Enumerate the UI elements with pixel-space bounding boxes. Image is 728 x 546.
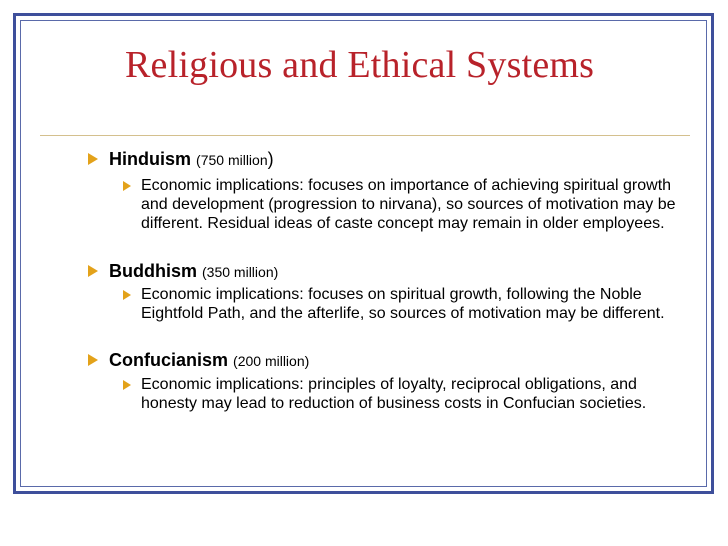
item-description: Economic implications: focuses on spiritual growth, following the Noble Eightfold Path, and the afterlife, so sources of motivation may be different. xyxy=(141,286,665,322)
item-name: Buddhism xyxy=(109,261,197,281)
item-description: Economic implications: focuses on importance of achieving spiritual growth and development (progression to nirvana), so sources of motivation may be different. Residual ideas of caste concept may remain in older employees. xyxy=(141,177,676,232)
title-divider xyxy=(40,135,690,136)
slide-frame-inner xyxy=(20,20,707,487)
sub-bullet-arrow-icon xyxy=(123,181,131,191)
item-name: Confucianism xyxy=(109,350,229,370)
item-count: (750 million xyxy=(196,152,268,168)
item-description: Economic implications: principles of loyalty, reciprocal obligations, and honesty may lead to reduction of business costs in Confucian societies. xyxy=(141,376,647,412)
item-count: (350 million) xyxy=(202,264,279,280)
bullet-arrow-icon xyxy=(88,354,98,366)
item-name: Hinduism xyxy=(109,149,192,169)
item-count: (200 million) xyxy=(233,353,310,369)
bullet-arrow-icon xyxy=(88,153,98,165)
slide-title: Religious and Ethical Systems xyxy=(125,44,595,86)
sub-bullet-arrow-icon xyxy=(123,290,131,300)
sub-bullet-arrow-icon xyxy=(123,380,131,390)
bullet-arrow-icon xyxy=(88,265,98,277)
item-count-close: ) xyxy=(267,149,274,169)
